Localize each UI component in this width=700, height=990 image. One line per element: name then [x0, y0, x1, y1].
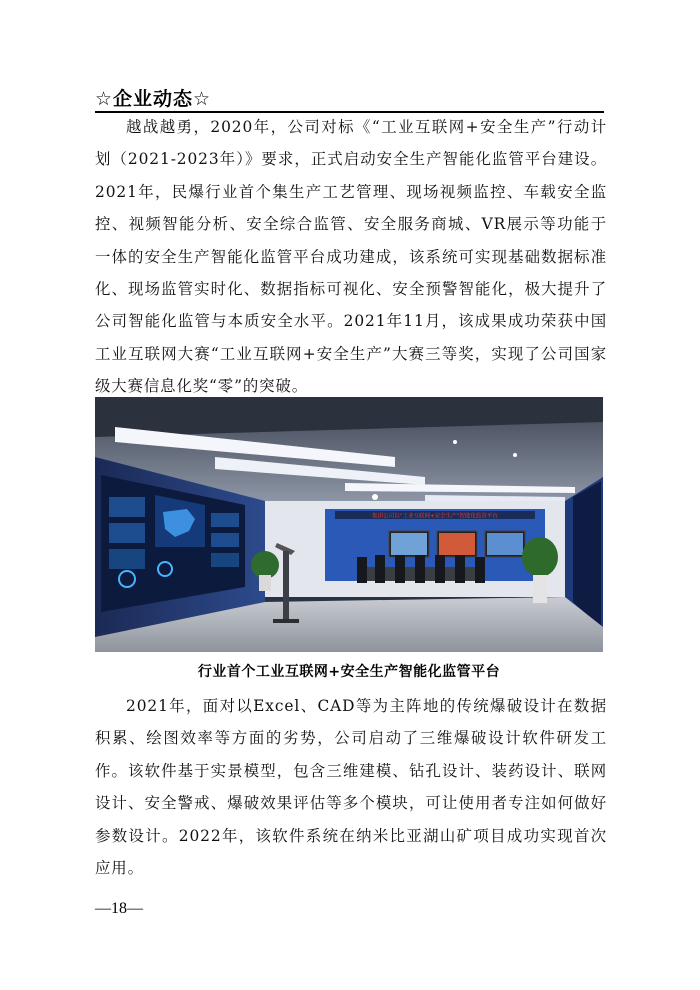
paragraph-2: 2021年，面对以Excel、CAD等为主阵地的传统爆破设计在数据积累、绘图效率等方面的劣势，公司启动了三维爆破设计软件研发工作。该软件基于实景模型，包含三维建模、钻孔设计、装药设计、联网设计、安全警戒、爆破效果评估等多个模块，可让使用者专注如何做好参数设计。2022年，该软件系统在纳米比亚湖山矿项目成功实现首次应用。: [95, 697, 607, 878]
section-title: ☆企业动态☆: [95, 88, 212, 110]
page-number: —18—: [95, 900, 143, 917]
control-room-photo: [95, 397, 603, 652]
paragraph-1: 越战越勇，2020年，公司对标《“工业互联网+安全生产”行动计划（2021-2023年）》要求，正式启动安全生产智能化监管平台建设。2021年，民爆行业首个集生产工艺管理、现场视频监控、车载安全监控、视频智能分析、安全综合监管、安全服务商城、VR展示等功能于一体的安全生产智能化监管平台成功建成，该系统可实现基础数据标准化、现场监管实时化、数据指标可视化、安全预警智能化，极大提升了公司智能化监管与本质安全水平。2021年11月，该成果成功荣获中国工业互联网大赛“工业互联网+安全生产”大赛三等奖，实现了公司国家级大赛信息化奖“零”的突破。: [95, 118, 607, 396]
photo-caption: 行业首个工业互联网+安全生产智能化监管平台: [197, 664, 501, 680]
banner-text: 集团公司以“工业互联网+安全生产”智能化监管平台: [372, 513, 498, 520]
